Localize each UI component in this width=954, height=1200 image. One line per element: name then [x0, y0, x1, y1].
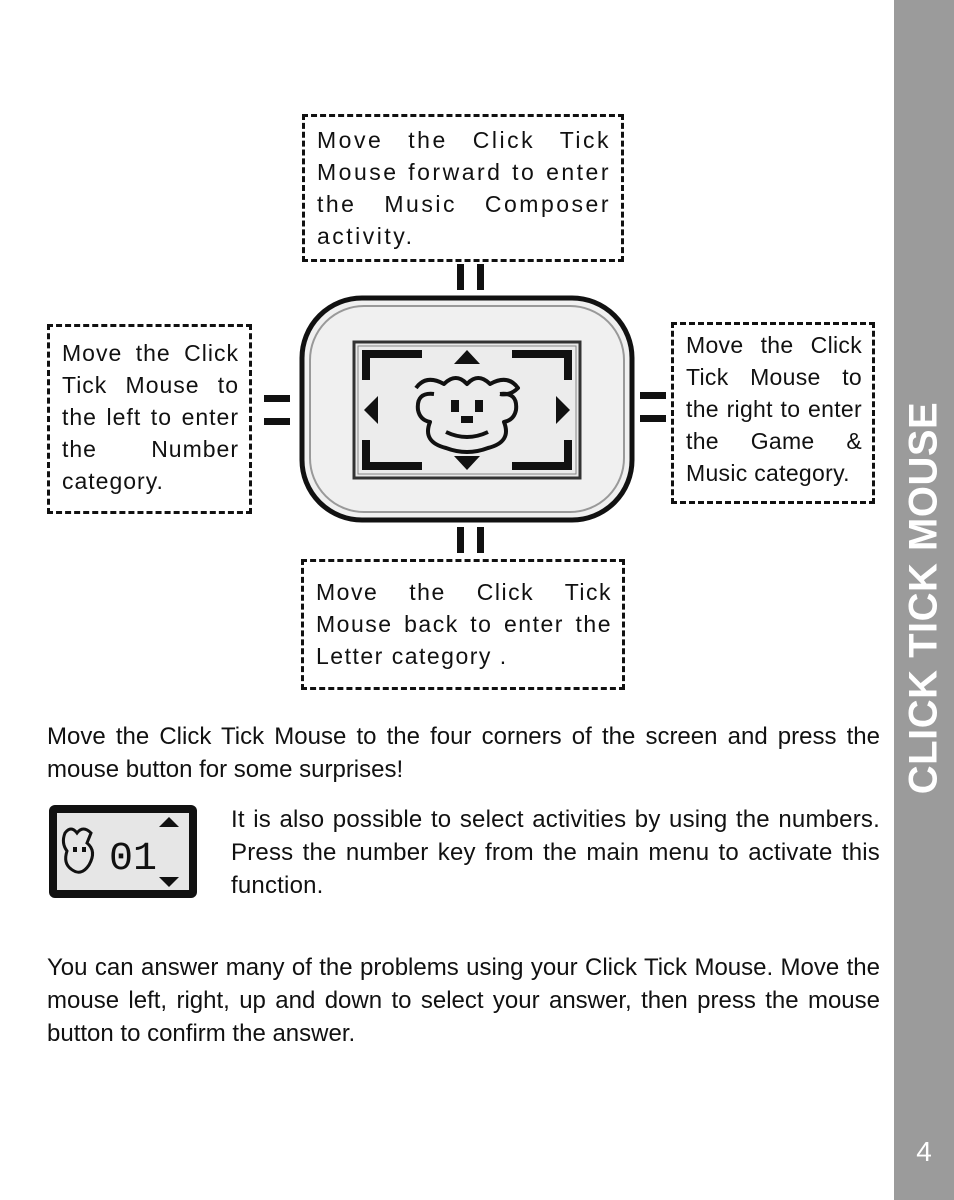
connector-top — [457, 264, 497, 295]
page-number: 4 — [916, 1136, 932, 1167]
lcd-device-icon — [296, 292, 638, 526]
connector-bottom — [457, 527, 497, 558]
callout-forward: Move the Click Tick Mouse forward to enter the Music Composer activity. — [302, 114, 624, 262]
section-title: CLICK TICK MOUSE — [901, 401, 946, 795]
answers-paragraph: You can answer many of the problems using your Click Tick Mouse. Move the mouse left, right, up and down to select your answer, then press the mouse button to confirm the answer. — [47, 954, 880, 1047]
callout-back: Move the Click Tick Mouse back to enter the Letter category . — [301, 559, 625, 690]
number-select-screen-icon — [47, 803, 199, 900]
connector-right — [640, 392, 666, 438]
callout-right: Move the Click Tick Mouse to the right to enter the Game & Music category. — [671, 322, 875, 504]
callout-left: Move the Click Tick Mouse to the left to enter the Number category. — [47, 324, 252, 514]
numbers-paragraph: It is also possible to select activities by using the numbers. Press the number key from the main menu to activate this function. — [231, 806, 880, 899]
lcd-number: 01 — [109, 837, 158, 882]
connector-left — [264, 395, 290, 441]
corners-paragraph: Move the Click Tick Mouse to the four corners of the screen and press the mouse button for some surprises! — [47, 723, 880, 783]
